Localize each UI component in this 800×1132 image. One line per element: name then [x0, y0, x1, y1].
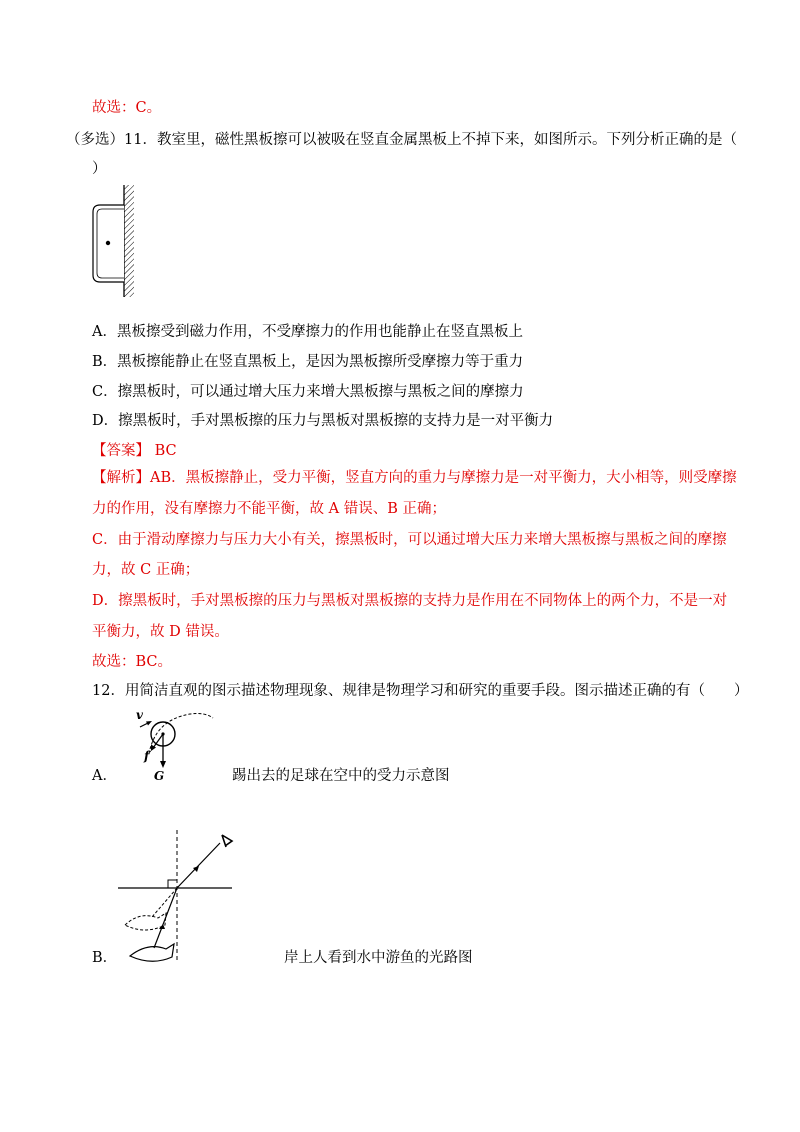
- eye-icon: [222, 835, 232, 847]
- q11-option-a: A．黑板擦受到磁力作用，不受摩擦力的作用也能静止在竖直黑板上: [92, 324, 523, 340]
- q12-fish-light-path-diagram: [110, 825, 240, 965]
- q11-analysis-line4: 力，故 C 正确；: [92, 562, 200, 578]
- q11-analysis-line5: D．擦黑板时，手对黑板擦的压力与黑板对黑板擦的支持力是作用在不同物体上的两个力，不是一对: [92, 593, 728, 609]
- friction-label: f: [144, 749, 150, 763]
- trajectory-dashed: [149, 714, 213, 755]
- virtual-fish-image: [125, 913, 166, 930]
- q12-option-a-text: 踢出去的足球在空中的受力示意图: [232, 768, 450, 784]
- q12-football-force-diagram: [135, 702, 215, 782]
- gravity-label: G: [154, 769, 165, 782]
- q12-stem: 12．用简洁直观的图示描述物理现象、规律是物理学习和研究的重要手段。图示描述正确的有（ ）: [92, 683, 749, 699]
- q11-analysis-line7: 故选：BC。: [92, 654, 173, 670]
- gravity-arrowhead: [160, 761, 166, 768]
- center-point: [106, 241, 110, 245]
- q11-stem-line2: ）: [92, 161, 107, 177]
- wall-hatch: [124, 185, 134, 297]
- real-fish: [130, 944, 174, 961]
- previous-answer: 故选：C。: [92, 100, 162, 116]
- q11-analysis-line1: 【解析】AB．黑板擦静止，受力平衡，竖直方向的重力与摩擦力是一对平衡力，大小相等，则受摩擦: [92, 470, 737, 486]
- q11-answer: 【答案】 BC: [92, 443, 177, 459]
- q11-option-d: D．擦黑板时，手对黑板擦的压力与黑板对黑板擦的支持力是一对平衡力: [92, 413, 554, 429]
- q11-analysis-line3: C．由于滑动摩擦力与压力大小有关，擦黑板时，可以通过增大压力来增大黑板擦与黑板之间的摩擦: [92, 532, 727, 548]
- q11-analysis-line6: 平衡力，故 D 错误。: [92, 624, 229, 640]
- velocity-arrowhead: [146, 721, 152, 726]
- extension-dashed: [152, 888, 177, 917]
- q11-eraser-diagram: [88, 180, 144, 300]
- q11-option-c: C．擦黑板时，可以通过增大压力来增大黑板擦与黑板之间的摩擦力: [92, 384, 524, 400]
- q11-analysis-line2: 力的作用，没有摩擦力不能平衡，故 A 错误、B 正确；: [92, 501, 446, 517]
- right-angle-mark: [168, 880, 177, 888]
- velocity-label: v: [136, 708, 143, 722]
- incident-ray: [177, 843, 220, 888]
- q12-option-b-text: 岸上人看到水中游鱼的光路图: [284, 950, 473, 966]
- q11-stem-line1: （多选）11．教室里，磁性黑板擦可以被吸在竖直金属黑板上不掉下来，如图所示。下列分析正确的是（: [66, 132, 737, 148]
- q12-option-b-letter: B．: [92, 950, 118, 966]
- q11-option-b: B．黑板擦能静止在竖直黑板上，是因为黑板擦所受摩擦力等于重力: [92, 354, 524, 370]
- q12-option-a-letter: A．: [92, 768, 117, 784]
